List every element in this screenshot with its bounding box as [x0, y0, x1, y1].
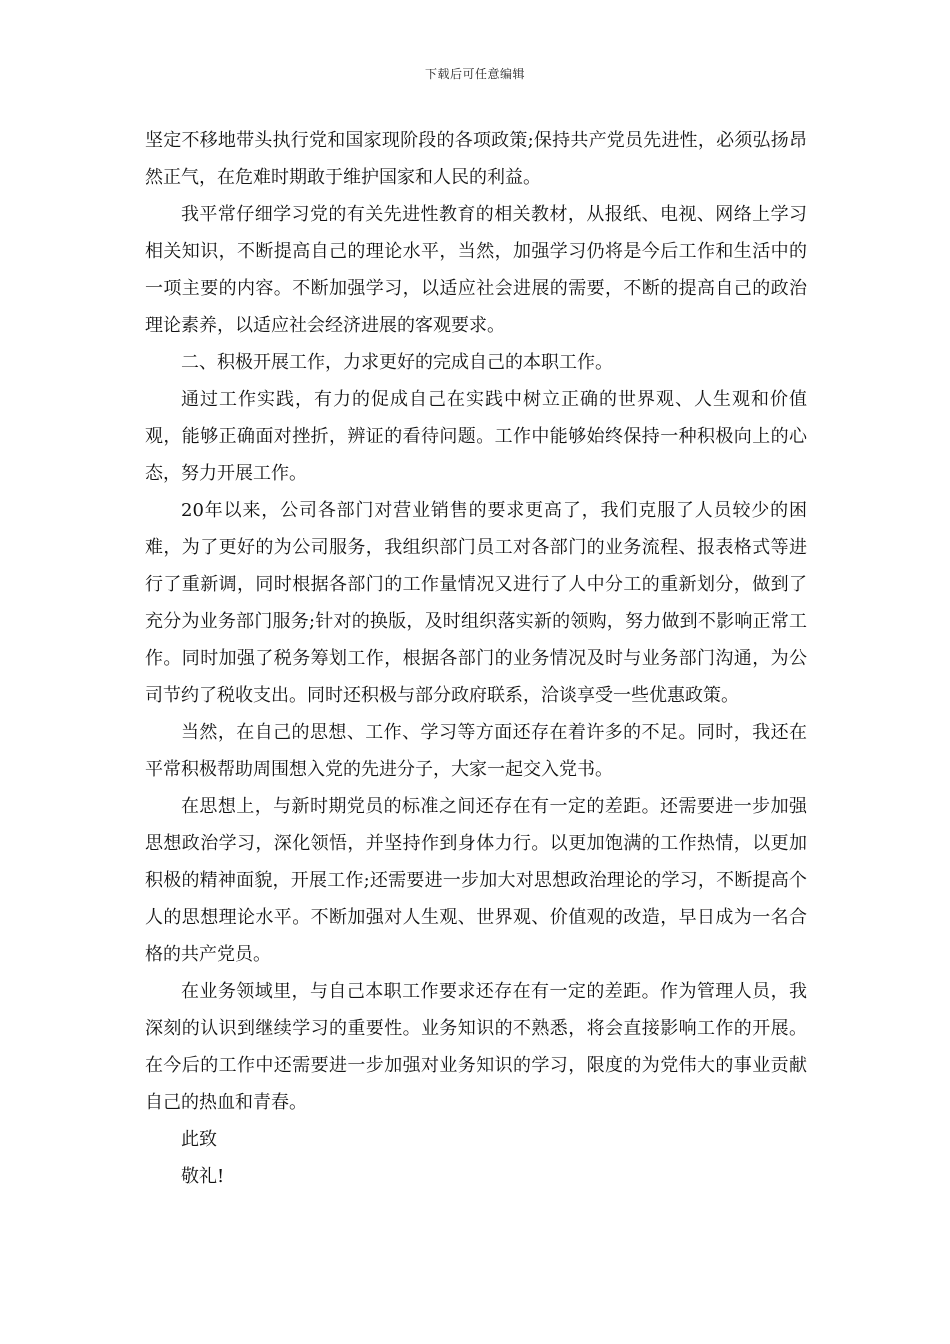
paragraph-business: 在业务领域里，与自己本职工作要求还存在有一定的差距。作为管理人员，我深刻的认识到继续学习的重要性。业务知识的不熟悉，将会直接影响工作的开展。在今后的工作中还需要进一步加强对业务知识的学习，限度的为党伟大的事业贡献自己的热血和青春。 [145, 981, 807, 1113]
closing-regards: 敬礼! [181, 1166, 225, 1187]
paragraph-company-work: 20年以来，公司各部门对营业销售的要求更高了，我们克服了人员较少的困难，为了更好的为公司服务，我组织部门员工对各部门的业务流程、报表格式等进行了重新调，同时根据各部门的工作量情况又进行了人中分工的重新划分，做到了充分为业务部门服务;针对的换版，及时组织落实新的领购，努力做到不影响正常工作。同时加强了税务筹划工作，根据各部门的业务情况及时与业务部门沟通，为公司节约了税收支出。同时还积极与部分政府联系，洽谈享受一些优惠政策。 [145, 500, 807, 706]
paragraph-practice: 通过工作实践，有力的促成自己在实践中树立正确的世界观、人生观和价值观，能够正确面对挫折，辨证的看待问题。工作中能够始终保持一种积极向上的心态，努力开展工作。 [145, 389, 807, 484]
paragraph-continuation: 坚定不移地带头执行党和国家现阶段的各项政策;保持共产党员先进性，必须弘扬昂然正气，在危难时期敢于维护国家和人民的利益。 [145, 130, 807, 188]
paragraph-thought: 在思想上，与新时期党员的标准之间还存在有一定的差距。还需要进一步加强思想政治学习，深化领悟，并坚持作到身体力行。以更加饱满的工作热情，以更加积极的精神面貌，开展工作;还需要进一步加大对思想政治理论的学习，不断提高个人的思想理论水平。不断加强对人生观、世界观、价值观的改造，早日成为一名合格的共产党员。 [145, 796, 807, 965]
page-header: 下载后可任意编辑 [424, 67, 525, 81]
section-heading-work: 二、积极开展工作，力求更好的完成自己的本职工作。 [181, 352, 613, 373]
closing-salutation: 此致 [181, 1129, 217, 1150]
paragraph-study: 我平常仔细学习党的有关先进性教育的相关教材，从报纸、电视、网络上学习相关知识，不断提高自己的理论水平，当然，加强学习仍将是今后工作和生活中的一项主要的内容。不断加强学习，以适应社会进展的需要，不断的提高自己的政治理论素养，以适应社会经济进展的客观要求。 [145, 204, 807, 336]
paragraph-shortcomings: 当然，在自己的思想、工作、学习等方面还存在着许多的不足。同时，我还在平常积极帮助周围想入党的先进分子，大家一起交入党书。 [145, 722, 807, 780]
document-body [145, 122, 807, 1195]
